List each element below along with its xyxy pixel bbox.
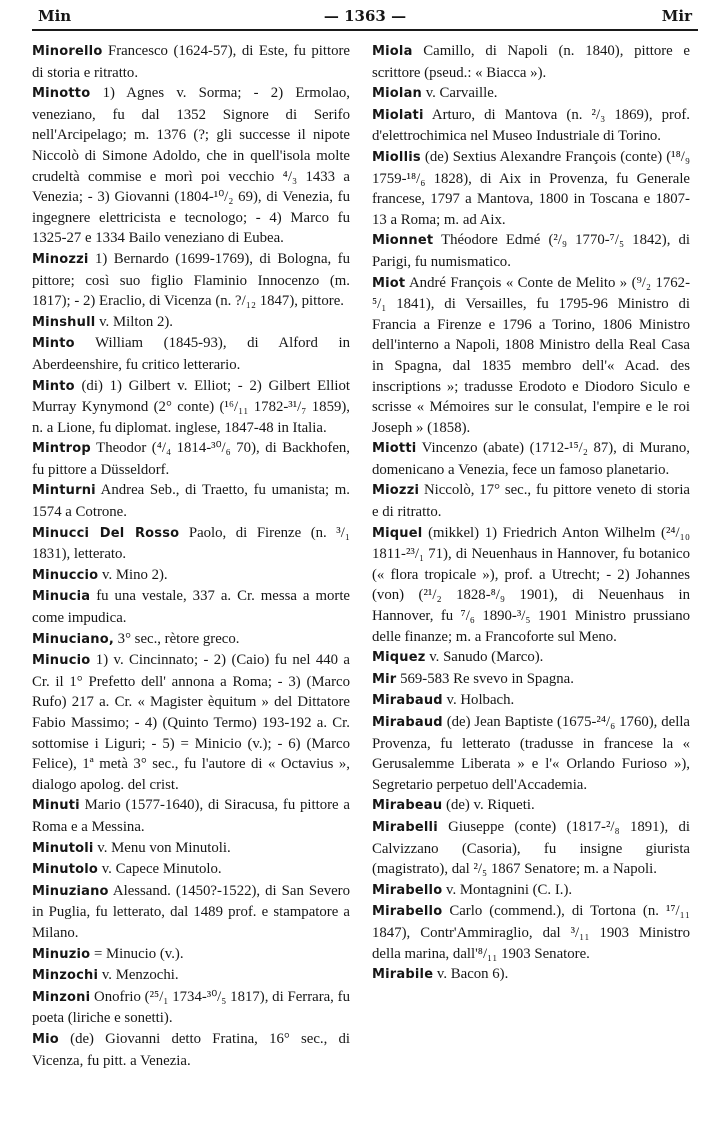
dictionary-entry <box>372 523 690 648</box>
entry-headword: Miotti <box>372 441 417 457</box>
dictionary-entry <box>32 438 350 480</box>
entry-headword: Mirabaud <box>372 715 443 730</box>
entry-text: (de) v. Riqueti. <box>442 797 535 814</box>
dictionary-entry <box>372 795 690 817</box>
entry-text: = Minucio (v.). <box>90 945 184 962</box>
entry-headword: Mio <box>32 1031 59 1047</box>
dictionary-entry <box>32 565 350 587</box>
entry-text: v. Capece Minutolo. <box>98 861 222 878</box>
dictionary-entry <box>372 41 690 83</box>
entry-headword: Minucio <box>32 653 91 669</box>
entry-headword: Minuzio <box>32 946 91 962</box>
dictionary-entry <box>32 881 350 944</box>
left-column <box>32 41 350 1071</box>
header-rule <box>32 29 698 31</box>
entry-headword: Mirabile <box>372 967 434 983</box>
entry-text: (mikkel) 1) Friedrich Anton Wilhelm (²⁴/₁₀ 1811-²³/₁ 71), di Neuenhaus in Hannover, fu botanico (« flora tropicale »), prof. a Utrecht; - 2) Johannes (von) (²¹/₂ 1828-⁸/₉ 1901), di Neuenhaus in Hannover, fu ⁷/₆ 1890-³/₅ 1901 Ministro prussiano delle finanze; m. a Francoforte sul Meno. <box>372 524 690 645</box>
entry-text: v. Menu von Minutoli. <box>93 839 231 856</box>
entry-headword: Miot <box>372 275 406 291</box>
entry-text: v. Sanudo (Marco). <box>425 649 544 666</box>
dictionary-entry <box>372 901 690 964</box>
entry-text: Vincenzo (abate) (1712-¹⁵/₂ 87), di Murano, domenicano a Venezia, fece un famoso planetario. <box>372 440 690 478</box>
entry-text: v. Holbach. <box>442 692 515 709</box>
entry-headword: Miolan <box>372 86 423 102</box>
dictionary-entry <box>372 273 690 439</box>
entry-text: Theodor (⁴/₄ 1814-³⁰/₆ 70), di Backhofen, fu pittore a Düsseldorf. <box>32 440 350 478</box>
dictionary-entry <box>372 712 690 795</box>
entry-headword: Minutoli <box>32 840 94 856</box>
entry-headword: Mintrop <box>32 441 91 457</box>
dictionary-entry <box>32 965 350 987</box>
page-header <box>32 5 698 29</box>
entry-text: Paolo, di Firenze (n. ³/₁ 1831), letterato. <box>32 524 350 563</box>
entry-text: Onofrio (²⁵/₁ 1734-³⁰/₅ 1817), di Ferrara, fu poeta (liriche e sonetti). <box>32 988 350 1027</box>
entry-headword: Minzochi <box>32 968 99 984</box>
dictionary-entry <box>32 41 350 83</box>
entry-headword: Minto <box>32 378 75 394</box>
entry-text: Francesco (1624-57), di Este, fu pittore di storia e ritratto. <box>32 43 350 81</box>
entry-headword: Mirabello <box>372 882 443 898</box>
entry-headword: Minutolo <box>32 862 99 878</box>
dictionary-entry <box>32 480 350 522</box>
dictionary-entry <box>372 690 690 712</box>
dictionary-entry <box>372 147 690 230</box>
entry-text: Camillo, di Napoli (n. 1840), pittore e scrittore (pseud.: « Biacca »). <box>372 43 690 81</box>
entry-headword: Minuziano <box>32 883 109 899</box>
dictionary-entry <box>372 230 690 272</box>
entry-text: v. Mino 2). <box>98 566 168 583</box>
entry-headword: Minotto <box>32 86 91 102</box>
dictionary-entry <box>32 987 350 1029</box>
entry-text: v. Carvaille. <box>422 85 498 102</box>
entry-text: (de) Jean Baptiste (1675-²⁴/₆ 1760), della Provenza, fu letterato (tradusse in francese la « Gerusalemme Liberata » e l'« Orlando Furioso »), Segretario perpetuo dell'Accademia. <box>372 714 690 793</box>
entry-headword: Minorello <box>32 44 103 59</box>
entry-headword: Mirabaud <box>372 693 443 709</box>
entry-text: Mario (1577-1640), di Siracusa, fu pittore a Roma e a Messina. <box>32 797 350 835</box>
entry-headword: Minuciano, <box>32 631 114 647</box>
dictionary-entry <box>32 376 350 439</box>
dictionary-entry <box>32 1029 350 1071</box>
entry-headword: Miolati <box>372 107 424 123</box>
dictionary-entry <box>32 650 350 795</box>
entry-headword: Minucia <box>32 589 91 605</box>
dictionary-entry <box>32 944 350 966</box>
dictionary-entry <box>372 83 690 105</box>
dictionary-entry <box>372 817 690 880</box>
entry-text: Carlo (commend.), di Tortona (n. ¹⁷/₁₁ 1847), Contr'Ammiraglio, dal ³/₁₁ 1903 Ministro della marina, dall'⁸/₁₁ 1903 Senatore. <box>372 903 690 962</box>
header-right-guideword: Mir <box>661 7 692 25</box>
dictionary-entry <box>372 105 690 147</box>
entry-text: William (1845-93), di Alford in Aberdeenshire, fu critico letterario. <box>32 335 350 373</box>
entry-text: André François « Conte de Melito » (⁹/₂ 1762-⁵/₁ 1841), di Versailles, fu 1795-96 Ministro di Francia a Firenze e 1796 a Torino, 1806 Ministro dell'interno a Napoli, 1808 Ministro della Real Casa in Spagna, dal 1835 membro dell'« Acad. des inscriptions »; tradusse Erodoto e Diodoro Siculo e scrisse « Mémoires sur le consulat, l'empire e le roi Joseph » (1858). <box>372 274 690 436</box>
entry-headword: Mir <box>372 671 397 687</box>
entry-headword: Minshull <box>32 314 96 330</box>
entry-text: Théodore Edmé (²/₉ 1770-⁷/₅ 1842), di Parigi, fu numismatico. <box>372 232 690 270</box>
entry-text: Andrea Seb., di Traetto, fu umanista; m. 1574 a Cotrone. <box>32 482 350 521</box>
entry-headword: Miola <box>372 44 413 59</box>
entry-headword: Mirabello <box>372 904 443 920</box>
entry-text: Alessand. (1450?-1522), di San Severo in Puglia, fu letterato, dal 1489 prof. e stampatore a Milano. <box>32 882 350 941</box>
dictionary-entry <box>32 249 350 312</box>
entry-text: (de) Sextius Alexandre François (conte) (¹⁸/₉ 1759-¹⁸/₆ 1828), di Aix in Provenza, fu Generale francese, 1797 a Mantova, 1800 in Toscana e 1807-13 a Roma; m. ad Aix. <box>372 148 690 228</box>
entry-text: v. Menzochi. <box>98 967 179 984</box>
entry-headword: Miozzi <box>372 483 420 499</box>
dictionary-entry <box>32 333 350 375</box>
dictionary-entry <box>372 438 690 480</box>
header-left-guideword: Min <box>38 7 72 25</box>
entry-text: 3° sec., rètore greco. <box>113 630 240 647</box>
entry-text: Niccolò, 17° sec., fu pittore veneto di storia e di ritratto. <box>372 482 690 521</box>
dictionary-entry <box>372 647 690 669</box>
entry-text: 1) Bernardo (1699-1769), di Bologna, fu pittore; così suo figlio Flaminio Innocenzo (m. 1817); - 2) Eraclio, di Vicenza (n. ?/₁₂ 1847), pittore. <box>32 250 350 310</box>
entry-text: 1) v. Cincinnato; - 2) (Caio) fu nel 440 a Cr. il 1° Prefetto dell' annona a Roma; - 3) (Marco Rufo) 217 a. Cr. « Magister èquitum » del Dittatore Fabio Massimo; - 4) (Quinto Termo) 193-192 a. Cr. sottomise i Liguri; - 5) = Minicio (v.); - 6) (Marco Felice), 1ª metà 3° sec., fu l'autore di « Octavius », dialogo apolog. del crist. <box>32 652 350 793</box>
dictionary-entry <box>32 586 350 628</box>
entry-text: v. Bacon 6). <box>433 966 509 983</box>
entry-headword: Miquez <box>372 650 426 666</box>
entry-text: 569-583 Re svevo in Spagna. <box>396 670 574 687</box>
entry-headword: Mirabelli <box>372 819 438 835</box>
entry-headword: Mirabeau <box>372 798 443 814</box>
dictionary-entry <box>372 669 690 691</box>
dictionary-entry <box>372 480 690 522</box>
entry-text: Giuseppe (conte) (1817-²/₈ 1891), di Calvizzano (Casoria), fu insigne giurista (magistrato), dal ²/₅ 1867 Senatore; m. a Napoli. <box>372 818 690 878</box>
entry-text: fu una vestale, 337 a. Cr. messa a morte come impudica. <box>32 588 350 627</box>
entry-headword: Minto <box>32 336 75 352</box>
dictionary-entry <box>32 795 350 837</box>
dictionary-entry <box>32 838 350 860</box>
entry-headword: Miquel <box>372 525 423 541</box>
right-column <box>372 41 690 986</box>
entry-headword: Minozzi <box>32 251 89 267</box>
dictionary-entry <box>32 83 350 249</box>
entry-headword: Miollis <box>372 149 421 165</box>
dictionary-entry <box>372 880 690 902</box>
entry-text: v. Montagnini (C. I.). <box>442 881 573 898</box>
entry-text: (di) 1) Gilbert v. Elliot; - 2) Gilbert Elliot Murray Kynymond (2° conte) (¹⁶/₁₁ 1782-³¹/₇ 1859), n. a Lione, fu diplomat. inglese, 1847-48 in Italia. <box>32 377 350 436</box>
entry-text: 1) Agnes v. Sorma; - 2) Ermolao, veneziano, fu dal 1352 Signore di Serifo nell'Arcipelago; m. 1376 (?; gli successe il nipote Niccolò di Simone Adoldo, che in quell'isola molte crudeltà commise e morì poi vecchio ⁴/₃ 1433 a Venezia; - 3) Giovanni (1804-¹⁰/₂ 69), di Venezia, fu ingegnere elettricista e tecnologo; - 4) Marco fu 1325-27 e 1334 Bailo veneziano di Eubea. <box>32 85 350 247</box>
dictionary-entry <box>32 859 350 881</box>
dictionary-entry <box>32 629 350 651</box>
entry-headword: Minuccio <box>32 567 99 583</box>
entry-text: Arturo, di Mantova (n. ²/₃ 1869), prof. d'elettrochimica nel Museo Industriale di Torino. <box>372 106 690 145</box>
entry-headword: Minturni <box>32 483 96 499</box>
dictionary-entry <box>32 523 350 565</box>
page-number: — 1363 — <box>323 7 407 25</box>
entry-headword: Minucci Del Rosso <box>32 525 180 541</box>
entry-headword: Minuti <box>32 798 80 814</box>
dictionary-entry <box>372 964 690 986</box>
entry-headword: Mionnet <box>372 233 434 249</box>
dictionary-entry <box>32 312 350 334</box>
entry-text: (de) Giovanni detto Fratina, 16° sec., di Vicenza, fu pitt. a Venezia. <box>32 1030 350 1069</box>
entry-text: v. Milton 2). <box>95 313 173 330</box>
entry-headword: Minzoni <box>32 989 91 1005</box>
